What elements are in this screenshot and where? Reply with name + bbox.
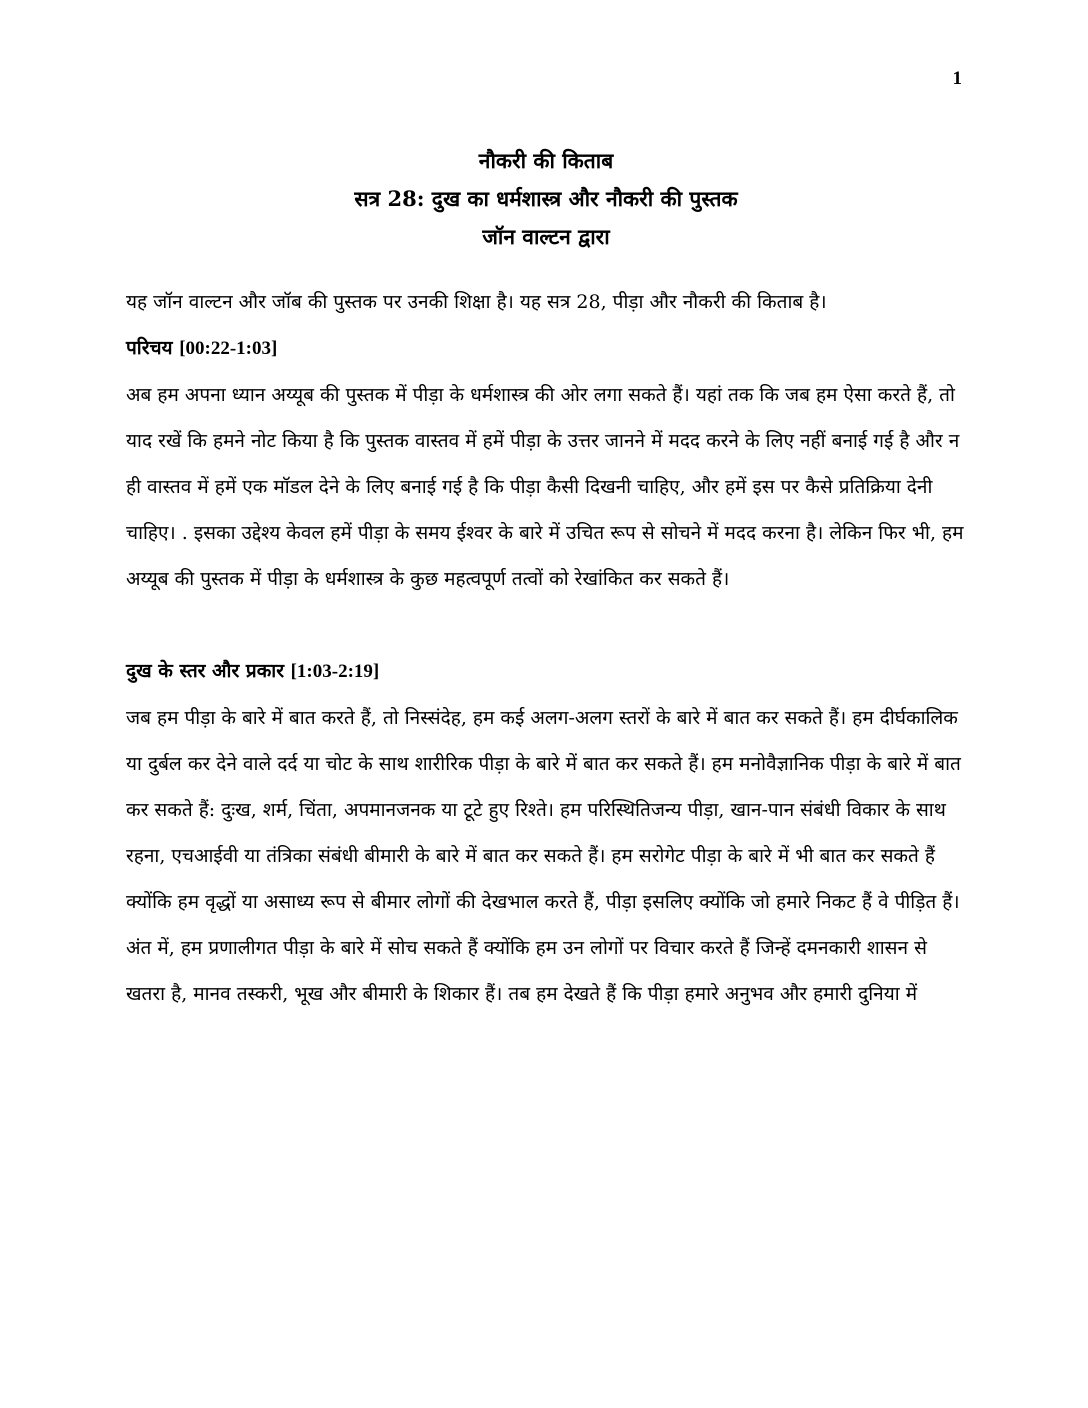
section-heading-introduction (126, 325, 968, 372)
section-heading-label: परिचय (126, 337, 173, 359)
paragraph-spacer (126, 602, 968, 648)
section-timestamp: [1:03-2:19] (290, 661, 380, 682)
section-timestamp: [00:22-1:03] (179, 338, 278, 359)
section-heading-levels-of-suffering (126, 648, 968, 695)
intro-paragraph: यह जॉन वाल्टन और जॉब की पुस्तक पर उनकी शिक्षा है। यह सत्र 28, पीड़ा और नौकरी की किताब है। (126, 291, 827, 313)
section-paragraph-levels-of-suffering: जब हम पीड़ा के बारे में बात करते हैं, तो निस्संदेह, हम कई अलग-अलग स्तरों के बारे में बात कर सकते हैं। हम दीर्घकालिक या दुर्बल कर देने वाले दर्द या चोट के साथ शारीरिक पीड़ा के बारे में बात कर सकते हैं। हम मनोवैज्ञानिक पीड़ा के बारे में बात कर सकते हैं: दुःख, शर्म, चिंता, अपमानजनक या टूटे हुए रिश्ते। हम परिस्थितिजन्य पीड़ा, खान-पान संबंधी विकार के साथ रहना, एचआईवी या तंत्रिका संबंधी बीमारी के बारे में बात कर सकते हैं। हम सरोगेट पीड़ा के बारे में भी बात कर सकते हैं क्योंकि हम वृद्धों या असाध्य रूप से बीमार लोगों की देखभाल करते हैं, पीड़ा इसलिए क्योंकि जो हमारे निकट हैं वे पीड़ित हैं। अंत में, हम प्रणालीगत पीड़ा के बारे में सोच सकते हैं क्योंकि हम उन लोगों पर विचार करते हैं जिन्हें दमनकारी शासन से खतरा है, मानव तस्करी, भूख और बीमारी के शिकार हैं। तब हम देखते हैं कि पीड़ा हमारे अनुभव और हमारी दुनिया में (126, 707, 961, 1005)
author-line: जॉन वाल्टन द्वारा (482, 224, 610, 249)
title-block (118, 142, 974, 256)
document-body (126, 279, 968, 1017)
page-number: 1 (952, 68, 962, 89)
section-heading-label: दुख के स्तर और प्रकार (126, 660, 284, 682)
session-title: सत्र 28: दुख का धर्मशास्त्र और नौकरी की पुस्तक (354, 186, 738, 211)
section-paragraph-introduction: अब हम अपना ध्यान अय्यूब की पुस्तक में पीड़ा के धर्मशास्त्र की ओर लगा सकते हैं। यहां तक कि जब हम ऐसा करते हैं, तो याद रखें कि हमने नोट किया है कि पुस्तक वास्तव में हमें पीड़ा के उत्तर जानने में मदद करने के लिए नहीं बनाई गई है और न ही वास्तव में हमें एक मॉडल देने के लिए बनाई गई है कि पीड़ा कैसी दिखनी चाहिए, और हमें इस पर कैसे प्रतिक्रिया देनी चाहिए। . इसका उद्देश्य केवल हमें पीड़ा के समय ईश्वर के बारे में उचित रूप से सोचने में मदद करना है। लेकिन फिर भी, हम अय्यूब की पुस्तक में पीड़ा के धर्मशास्त्र के कुछ महत्वपूर्ण तत्वों को रेखांकित कर सकते हैं। (126, 384, 964, 590)
book-title: नौकरी की किताब (478, 148, 614, 173)
